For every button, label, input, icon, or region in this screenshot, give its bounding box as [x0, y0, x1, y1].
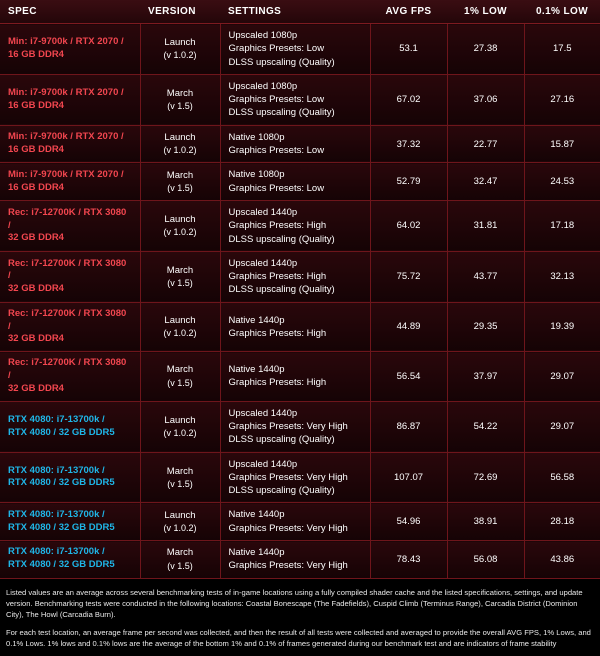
cell-version	[140, 125, 220, 163]
cell-spec	[0, 352, 140, 401]
cell-1-percent-low: 32.47	[447, 163, 524, 201]
version-number: (v 1.0.2)	[163, 328, 197, 339]
cell-settings	[220, 125, 370, 163]
version-number: (v 1.0.2)	[163, 50, 197, 61]
table-row	[0, 401, 600, 452]
cell-1-percent-low: 56.08	[447, 541, 524, 579]
version-name: March	[166, 264, 194, 276]
table-row	[0, 163, 600, 201]
spec-line-2: RTX 4080 / 32 GB DDR5	[8, 426, 115, 438]
cell-version	[140, 503, 220, 541]
table-row	[0, 503, 600, 541]
settings-line-2: Graphics Presets: High	[228, 327, 327, 339]
table-row	[0, 24, 600, 75]
table-row	[0, 200, 600, 251]
cell-version	[140, 302, 220, 351]
cell-avg-fps: 37.32	[370, 125, 447, 163]
settings-line-2: Graphics Presets: High	[228, 271, 327, 283]
version-name: Launch	[164, 414, 196, 426]
cell-spec	[0, 74, 140, 125]
column-header-version: VERSION	[140, 0, 220, 24]
settings-line-2: Graphics Presets: Very High	[228, 560, 348, 572]
cell-01-percent-low: 27.16	[524, 74, 600, 125]
settings-line-2: Graphics Presets: Very High	[228, 471, 348, 483]
cell-settings	[220, 251, 370, 302]
cell-01-percent-low: 29.07	[524, 401, 600, 452]
version-number: (v 1.0.2)	[163, 227, 197, 238]
cell-avg-fps: 78.43	[370, 541, 447, 579]
cell-1-percent-low: 37.06	[447, 74, 524, 125]
cell-avg-fps: 67.02	[370, 74, 447, 125]
spec-line-1: Min: i7-9700k / RTX 2070 /	[8, 36, 124, 48]
table-row	[0, 452, 600, 503]
cell-01-percent-low: 43.86	[524, 541, 600, 579]
cell-settings	[220, 24, 370, 75]
version-number: (v 1.5)	[167, 101, 193, 112]
settings-line-2: Graphics Presets: Low	[228, 43, 325, 55]
cell-settings	[220, 163, 370, 201]
spec-line-1: Min: i7-9700k / RTX 2070 /	[8, 131, 124, 143]
spec-line-1: Rec: i7-12700K / RTX 3080 /	[8, 307, 127, 332]
cell-spec	[0, 24, 140, 75]
cell-1-percent-low: 54.22	[447, 401, 524, 452]
cell-1-percent-low: 29.35	[447, 302, 524, 351]
version-number: (v 1.0.2)	[163, 523, 197, 534]
cell-spec	[0, 401, 140, 452]
spec-line-2: 16 GB DDR4	[8, 99, 64, 111]
settings-line-1: Upscaled 1080p	[228, 30, 298, 41]
settings-line-1: Native 1440p	[228, 547, 285, 558]
version-name: March	[166, 169, 194, 181]
cell-spec	[0, 200, 140, 251]
table-body	[0, 24, 600, 579]
spec-line-1: RTX 4080: i7-13700k /	[8, 413, 105, 425]
settings-line-3: DLSS upscaling (Quality)	[228, 434, 335, 446]
footnotes	[0, 579, 600, 656]
cell-version	[140, 74, 220, 125]
version-name: Launch	[164, 132, 196, 144]
spec-line-2: 32 GB DDR4	[8, 333, 64, 345]
cell-settings	[220, 200, 370, 251]
settings-line-1: Native 1440p	[228, 509, 285, 521]
column-header-avg-fps: AVG FPS	[370, 0, 447, 24]
column-header-settings: SETTINGS	[220, 0, 370, 24]
cell-settings	[220, 452, 370, 503]
cell-01-percent-low: 28.18	[524, 503, 600, 541]
cell-1-percent-low: 38.91	[447, 503, 524, 541]
version-number: (v 1.5)	[167, 478, 193, 489]
table-row	[0, 251, 600, 302]
column-header-01-percent-low: 0.1% LOW	[524, 0, 600, 24]
spec-line-1: Rec: i7-12700K / RTX 3080 /	[8, 257, 127, 282]
settings-line-2: Graphics Presets: High	[228, 220, 327, 232]
cell-version	[140, 452, 220, 503]
version-name: Launch	[164, 509, 196, 521]
footnote-lows-explanation: For each test location, an average frame per second was collected, and then the result of all tests were collected and averaged to provide the overall AVG FPS, 1% Lows, and 0.1% Lows. 1% lows and 0.1% lows are the average of the bottom 1% and 0.1% of frames generated during our benchmark test and are indicators of frame stability	[6, 627, 591, 649]
settings-line-1: Native 1080p	[228, 169, 285, 181]
spec-line-1: Min: i7-9700k / RTX 2070 /	[8, 168, 124, 180]
spec-line-1: RTX 4080: i7-13700k /	[8, 546, 105, 558]
cell-avg-fps: 86.87	[370, 401, 447, 452]
cell-settings	[220, 401, 370, 452]
settings-line-3: DLSS upscaling (Quality)	[228, 107, 335, 119]
settings-line-1: Upscaled 1080p	[228, 80, 298, 92]
cell-avg-fps: 54.96	[370, 503, 447, 541]
table-row	[0, 541, 600, 579]
cell-version	[140, 24, 220, 75]
spec-line-1: Min: i7-9700k / RTX 2070 /	[8, 87, 124, 99]
cell-01-percent-low: 32.13	[524, 251, 600, 302]
cell-spec	[0, 302, 140, 351]
cell-avg-fps: 44.89	[370, 302, 447, 351]
settings-line-2: Graphics Presets: Low	[228, 94, 325, 106]
cell-avg-fps: 107.07	[370, 452, 447, 503]
cell-1-percent-low: 72.69	[447, 452, 524, 503]
settings-line-1: Native 1440p	[228, 364, 285, 376]
spec-line-2: RTX 4080 / 32 GB DDR5	[8, 477, 115, 489]
settings-line-3: DLSS upscaling (Quality)	[228, 284, 335, 296]
cell-01-percent-low: 24.53	[524, 163, 600, 201]
settings-line-2: Graphics Presets: Low	[228, 145, 325, 157]
version-name: March	[166, 87, 194, 99]
cell-avg-fps: 52.79	[370, 163, 447, 201]
column-header-spec: SPEC	[0, 0, 140, 24]
cell-version	[140, 541, 220, 579]
cell-spec	[0, 452, 140, 503]
cell-avg-fps: 75.72	[370, 251, 447, 302]
version-number: (v 1.0.2)	[163, 145, 197, 156]
cell-avg-fps: 64.02	[370, 200, 447, 251]
cell-settings	[220, 541, 370, 579]
cell-version	[140, 401, 220, 452]
cell-settings	[220, 352, 370, 401]
cell-01-percent-low: 17.18	[524, 200, 600, 251]
cell-01-percent-low: 56.58	[524, 452, 600, 503]
cell-version	[140, 200, 220, 251]
table-row	[0, 302, 600, 351]
version-number: (v 1.5)	[167, 377, 193, 388]
version-number: (v 1.0.2)	[163, 427, 197, 438]
cell-01-percent-low: 17.5	[524, 24, 600, 75]
cell-settings	[220, 503, 370, 541]
cell-avg-fps: 56.54	[370, 352, 447, 401]
cell-1-percent-low: 37.97	[447, 352, 524, 401]
spec-line-2: RTX 4080 / 32 GB DDR5	[8, 521, 115, 533]
column-header-1-percent-low: 1% LOW	[447, 0, 524, 24]
cell-avg-fps: 53.1	[370, 24, 447, 75]
cell-version	[140, 251, 220, 302]
settings-line-3: DLSS upscaling (Quality)	[228, 485, 335, 497]
version-name: March	[166, 547, 194, 559]
settings-line-1: Upscaled 1440p	[228, 257, 298, 269]
version-name: Launch	[164, 213, 196, 225]
settings-line-2: Graphics Presets: Very High	[228, 420, 348, 432]
table-row	[0, 125, 600, 163]
spec-line-2: 32 GB DDR4	[8, 232, 64, 244]
cell-version	[140, 352, 220, 401]
cell-1-percent-low: 22.77	[447, 125, 524, 163]
version-number: (v 1.5)	[167, 183, 193, 194]
cell-1-percent-low: 43.77	[447, 251, 524, 302]
version-name: Launch	[164, 37, 196, 48]
cell-spec	[0, 541, 140, 579]
spec-line-2: 16 GB DDR4	[8, 48, 64, 60]
spec-line-2: 32 GB DDR4	[8, 283, 64, 295]
table-row	[0, 74, 600, 125]
settings-line-2: Graphics Presets: Very High	[228, 522, 348, 534]
settings-line-1: Upscaled 1440p	[228, 407, 298, 419]
version-name: Launch	[164, 315, 196, 327]
settings-line-3: DLSS upscaling (Quality)	[228, 56, 335, 68]
settings-line-1: Native 1080p	[228, 131, 285, 143]
spec-line-1: Rec: i7-12700K / RTX 3080 /	[8, 357, 127, 381]
cell-settings	[220, 302, 370, 351]
settings-line-3: DLSS upscaling (Quality)	[228, 233, 335, 245]
version-name: March	[166, 465, 194, 477]
spec-line-2: 32 GB DDR4	[8, 382, 64, 394]
version-number: (v 1.5)	[167, 278, 193, 289]
cell-spec	[0, 503, 140, 541]
cell-01-percent-low: 15.87	[524, 125, 600, 163]
spec-line-1: RTX 4080: i7-13700k /	[8, 464, 105, 476]
spec-line-1: RTX 4080: i7-13700k /	[8, 508, 105, 520]
footnote-methodology: Listed values are an average across several benchmarking tests of in-game locations using a fully compiled shader cache and the listed specifications, settings, and update version. Benchmarking tests were conducted in the following locations: Coastal Bonescape (The Fadefields), Cuspid Climb (Terminus Range), Carcadia District (Dominion City), The Howl (Carcadia Burn).	[6, 587, 583, 620]
table-header	[0, 0, 600, 24]
cell-spec	[0, 125, 140, 163]
settings-line-1: Upscaled 1440p	[228, 458, 298, 470]
spec-line-1: Rec: i7-12700K / RTX 3080 /	[8, 206, 127, 231]
cell-1-percent-low: 31.81	[447, 200, 524, 251]
version-number: (v 1.5)	[167, 560, 193, 571]
cell-01-percent-low: 19.39	[524, 302, 600, 351]
settings-line-1: Native 1440p	[228, 314, 285, 326]
settings-line-1: Upscaled 1440p	[228, 206, 298, 218]
cell-1-percent-low: 27.38	[447, 24, 524, 75]
cell-version	[140, 163, 220, 201]
cell-settings	[220, 74, 370, 125]
spec-line-2: 16 GB DDR4	[8, 181, 64, 193]
table-row	[0, 352, 600, 401]
cell-01-percent-low: 29.07	[524, 352, 600, 401]
spec-line-2: RTX 4080 / 32 GB DDR5	[8, 559, 115, 571]
cell-spec	[0, 251, 140, 302]
cell-spec	[0, 163, 140, 201]
settings-line-2: Graphics Presets: Low	[228, 182, 325, 194]
version-name: March	[166, 364, 194, 376]
settings-line-2: Graphics Presets: High	[228, 377, 327, 389]
table-header-row	[0, 0, 600, 24]
spec-line-2: 16 GB DDR4	[8, 144, 64, 156]
